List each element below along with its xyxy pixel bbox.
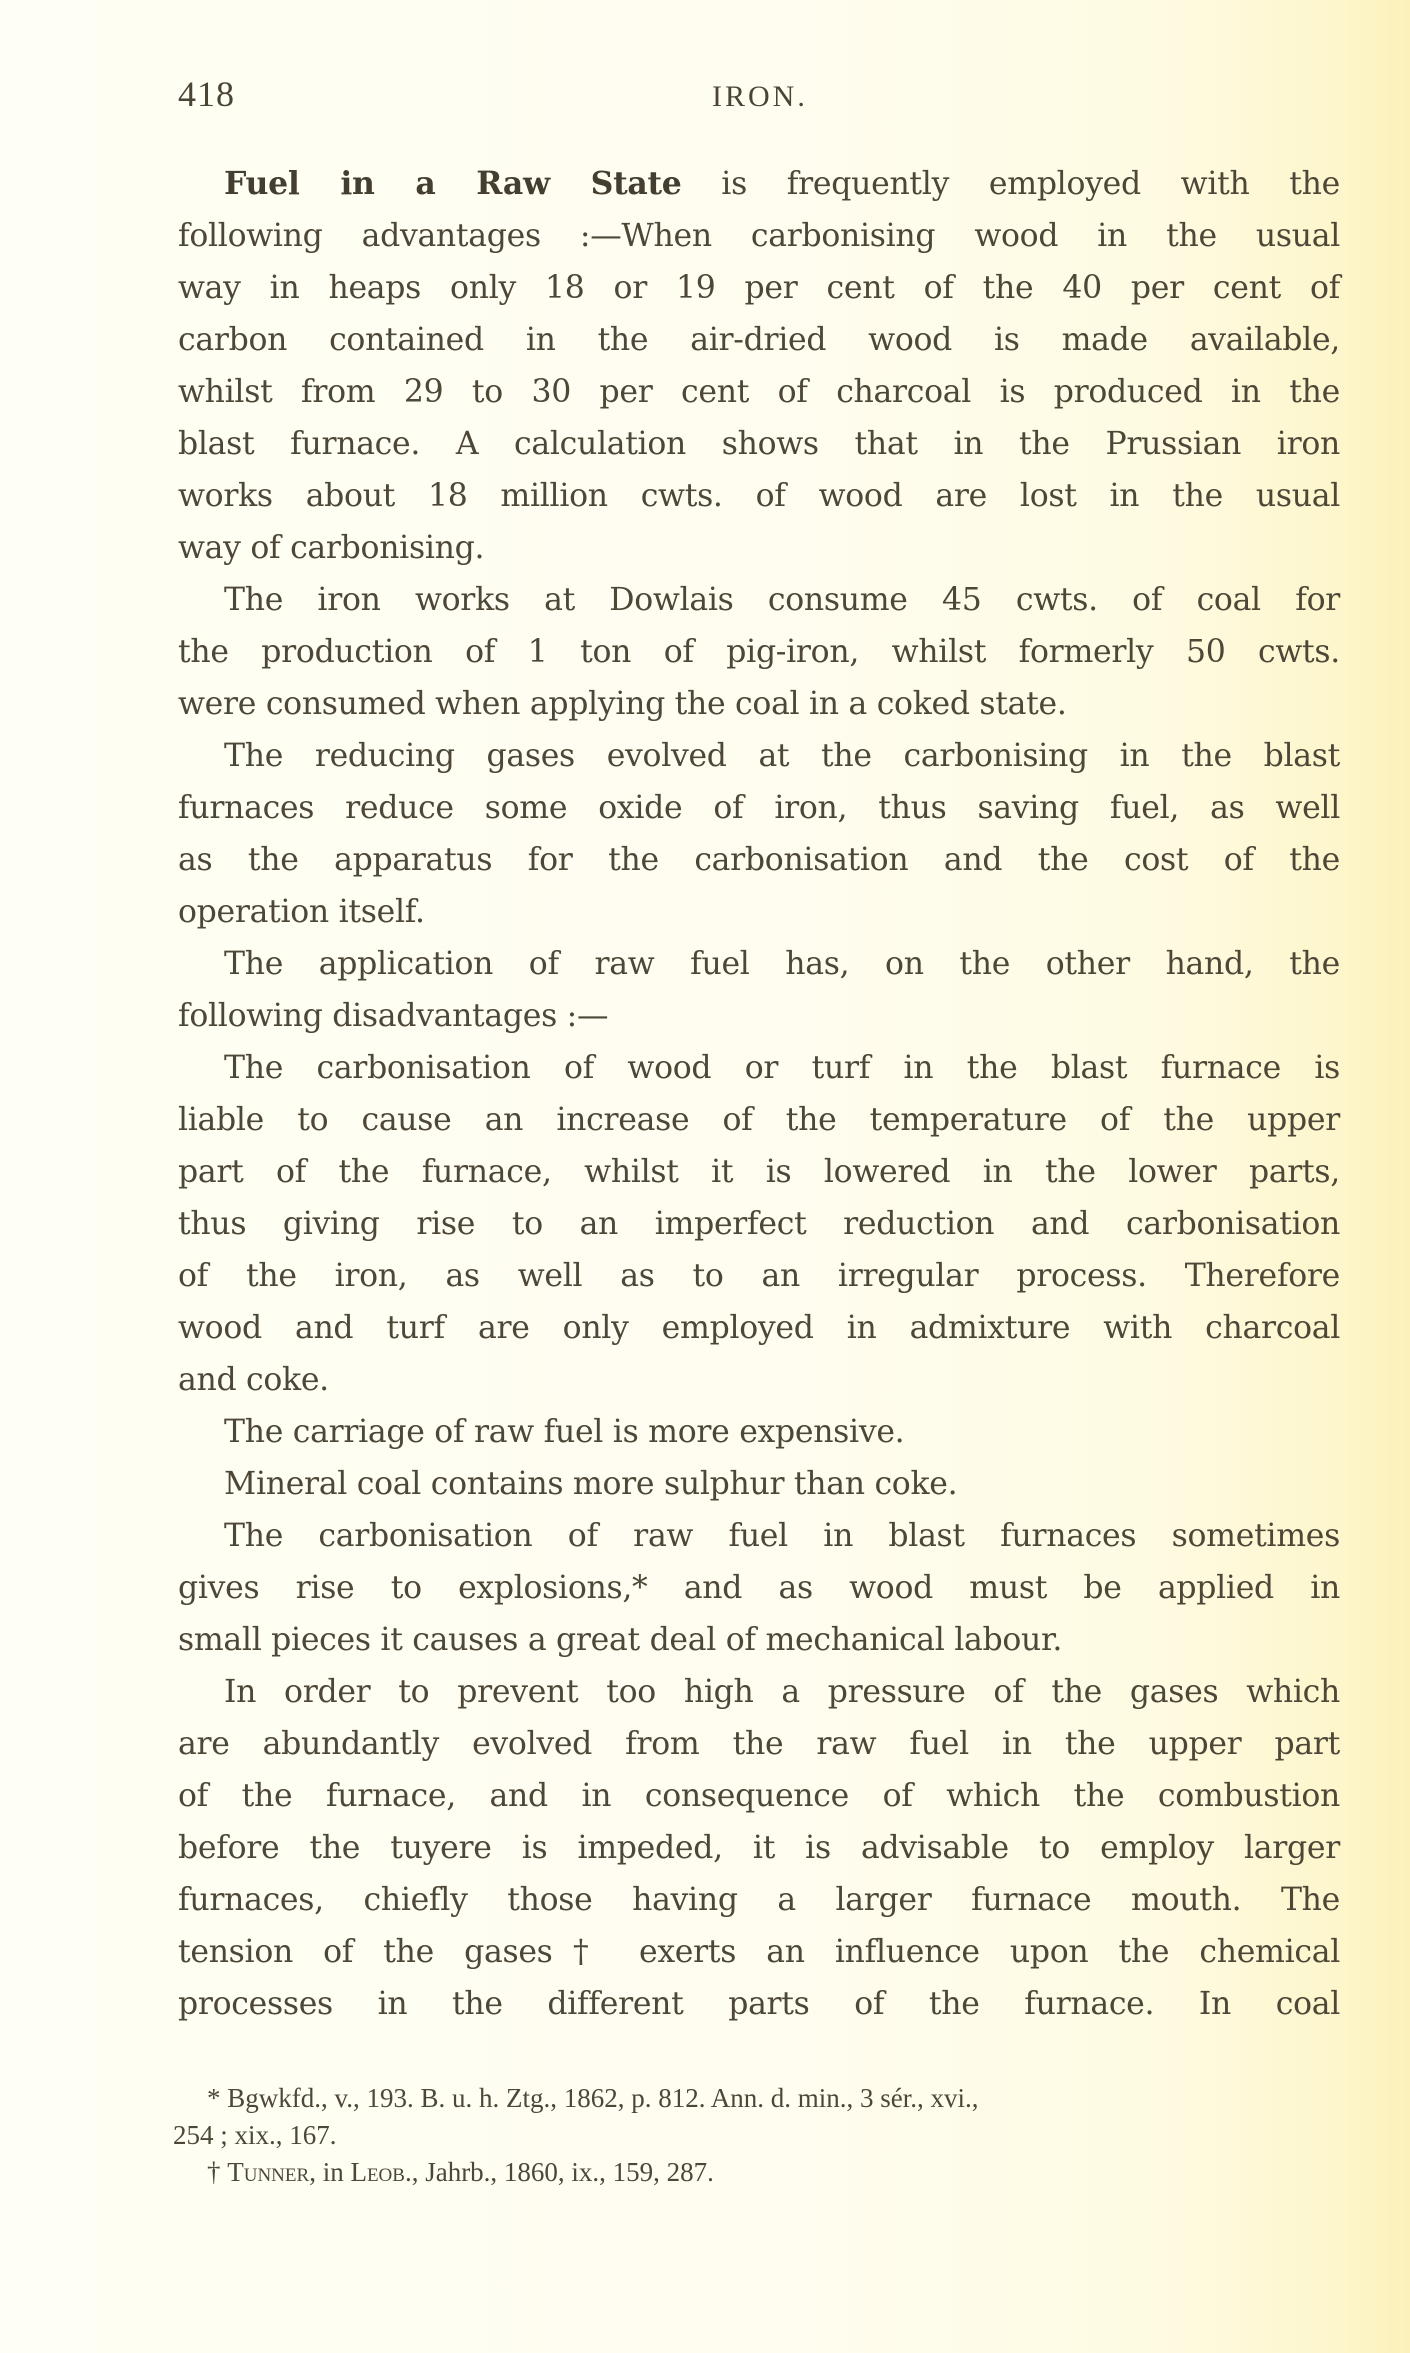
paragraph-line: Mineral coal contains more sulphur than coke. [224,1466,958,1502]
paragraph-line: part of the furnace, whilst it is lowered in the lower parts, [178,1154,1340,1190]
paragraph-line: following disadvantages :— [178,998,609,1034]
paragraph-line: of the furnace, and in consequence of which the combustion [178,1778,1340,1814]
paragraph-line: and coke. [178,1362,329,1398]
paragraph-line: The carbonisation of raw fuel in blast furnaces sometimes [224,1518,1340,1554]
section-heading-inline: Fuel in a Raw State [224,165,682,202]
paragraph-line: furnaces, chiefly those having a larger furnace mouth. The [178,1882,1340,1918]
paragraph-line: works about 18 million cwts. of wood are lost in the usual [178,478,1340,514]
paragraph-line: carbon contained in the air-dried wood is made available, [178,322,1340,358]
paragraph-line: the production of 1 ton of pig-iron, whilst formerly 50 cwts. [178,634,1340,670]
paragraph-line: tension of the gases† exerts an influence upon the chemical [178,1934,1340,1970]
paragraph-line: blast furnace. A calculation shows that in the Prussian iron [178,426,1340,462]
page-number: 418 [178,74,235,114]
paragraph-line: wood and turf are only employed in admixture with charcoal [178,1310,1340,1346]
footnote-dagger: † Tunner, in Leob., Jahrb., 1860, ix., 159, 287. [207,2157,714,2187]
paragraph-line: way in heaps only 18 or 19 per cent of the 40 per cent of [178,270,1340,306]
paragraph-line: of the iron, as well as to an irregular process. Therefore [178,1258,1340,1294]
paragraph-line: were consumed when applying the coal in a coked state. [178,686,1067,722]
footnotes [173,2080,1335,2191]
footnote-asterisk: * Bgwkfd., v., 193. B. u. h. Ztg., 1862, p. 812. Ann. d. min., 3 sér., xvi., [207,2083,979,2113]
paragraph-line: The iron works at Dowlais consume 45 cwts. of coal for [224,582,1340,618]
body-text [178,158,1340,2030]
running-head [178,76,1340,116]
paragraph-line: are abundantly evolved from the raw fuel in the upper part [178,1726,1340,1762]
paragraph-line: operation itself. [178,894,425,930]
paragraph-line: whilst from 29 to 30 per cent of charcoal is produced in the [178,374,1340,410]
paragraph-line: small pieces it causes a great deal of mechanical labour. [178,1622,1063,1658]
paragraph-line: liable to cause an increase of the temperature of the upper [178,1102,1340,1138]
paragraph-line: thus giving rise to an imperfect reduction and carbonisation [178,1206,1340,1242]
paragraph-line: furnaces reduce some oxide of iron, thus saving fuel, as well [178,790,1340,826]
paragraph-line: The carriage of raw fuel is more expensive. [224,1414,905,1450]
footnote-source: Leob. [350,2157,412,2187]
paragraph-line: Fuel in a Raw State is frequently employed with the [224,165,1340,202]
footnote-asterisk-continued: 254 ; xix., 167. [173,2120,337,2150]
paragraph-line: The reducing gases evolved at the carbonising in the blast [224,738,1340,774]
paragraph-line: before the tuyere is impeded, it is advisable to employ larger [178,1830,1340,1866]
paragraph-line: as the apparatus for the carbonisation and the cost of the [178,842,1340,878]
paragraph-line: In order to prevent too high a pressure of the gases which [224,1674,1340,1710]
paragraph-line: way of carbonising. [178,530,485,566]
paragraph-line: gives rise to explosions,* and as wood must be applied in [178,1570,1340,1606]
paragraph-line: processes in the different parts of the furnace. In coal [178,1986,1340,2022]
paragraph-line: The application of raw fuel has, on the other hand, the [224,946,1340,982]
footnote-author: Tunner [227,2157,310,2187]
paragraph-line: following advantages :—When carbonising wood in the usual [178,218,1340,254]
running-title: IRON. [712,80,808,113]
paragraph-line: The carbonisation of wood or turf in the blast furnace is [224,1050,1340,1086]
